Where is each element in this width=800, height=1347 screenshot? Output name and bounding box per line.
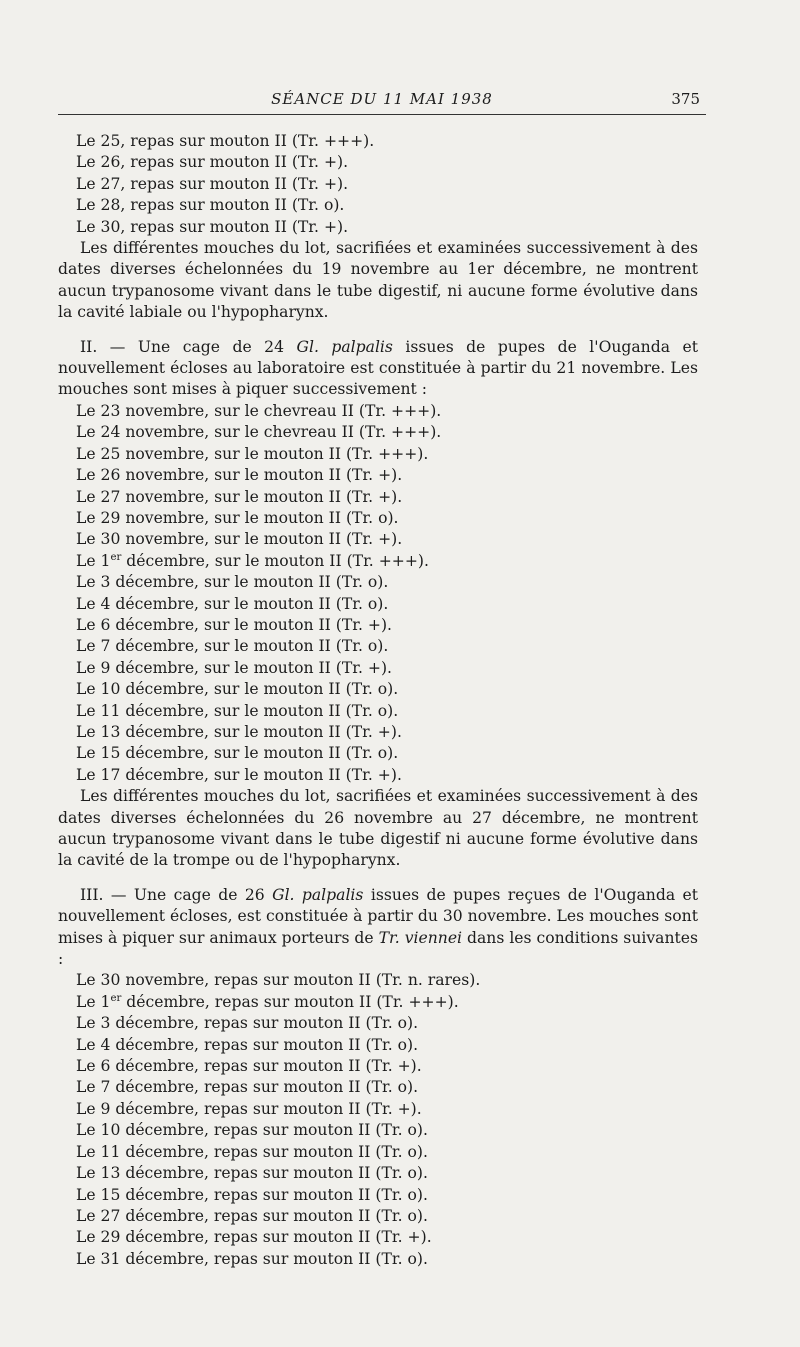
list-item: Le 15 décembre, repas sur mouton II (Tr. o). bbox=[76, 1185, 428, 1204]
list-item: Le 11 décembre, sur le mouton II (Tr. o). bbox=[76, 701, 399, 720]
species-name: Tr. viennei bbox=[378, 928, 463, 947]
list-item: Le 29 novembre, sur le mouton II (Tr. o). bbox=[76, 508, 399, 527]
superscript: er bbox=[110, 551, 122, 563]
list-item: Le 31 décembre, repas sur mouton II (Tr. o). bbox=[76, 1249, 428, 1268]
list-item: Le 7 décembre, repas sur mouton II (Tr. o). bbox=[76, 1078, 419, 1097]
list-item: Le 7 décembre, sur le mouton II (Tr. o). bbox=[76, 637, 389, 656]
list-item: Le 3 décembre, repas sur mouton II (Tr. o). bbox=[76, 1014, 419, 1033]
list-item: Le 10 décembre, repas sur mouton II (Tr. o). bbox=[76, 1121, 428, 1140]
list-item: Le 27 novembre, sur le mouton II (Tr. +). bbox=[76, 487, 403, 506]
list-item: Le 25, repas sur mouton II (Tr. +++). bbox=[76, 132, 375, 150]
list-item: Le 25 novembre, sur le mouton II (Tr. +++). bbox=[76, 444, 429, 463]
intro-text: issues de pupes de l'Ouganda et nouvellement écloses au laboratoire est constituée à partir du 21 novembre. Les mouches sont mises à piquer successivement : bbox=[58, 337, 698, 399]
list-item: Le 30 novembre, sur le mouton II (Tr. +). bbox=[76, 530, 403, 549]
list-item: Le 9 décembre, sur le mouton II (Tr. +). bbox=[76, 658, 392, 677]
section-ii-intro bbox=[58, 337, 698, 401]
list-item: Le 17 décembre, sur le mouton II (Tr. +). bbox=[76, 765, 402, 784]
list-item: Le 6 décembre, repas sur mouton II (Tr. +). bbox=[76, 1057, 422, 1076]
species-name: Gl. palpalis bbox=[296, 337, 393, 356]
list-item: Le 11 décembre, repas sur mouton II (Tr. o). bbox=[76, 1142, 428, 1161]
intro-text: dans les conditions suivantes : bbox=[58, 928, 698, 969]
list-item: Le 24 novembre, sur le chevreau II (Tr. +++). bbox=[76, 423, 442, 442]
list-item: Le 27, repas sur mouton II (Tr. +). bbox=[76, 174, 349, 193]
page-header bbox=[58, 88, 706, 115]
entry-text: décembre, repas sur mouton II (Tr. +++). bbox=[121, 992, 459, 1011]
list-item: Le 13 décembre, repas sur mouton II (Tr. o). bbox=[76, 1164, 428, 1183]
list-item: Le 28, repas sur mouton II (Tr. o). bbox=[76, 196, 345, 215]
summary-paragraph: Les différentes mouches du lot, sacrifiées et examinées successivement à des dates diverses échelonnées du 19 novembre au 1er décembre, ne montrent aucun trypanosome vivant dans le tube digestif, ni aucune forme évolutive dans la cavité labiale ou l'hypopharynx. bbox=[58, 239, 698, 322]
superscript: er bbox=[110, 992, 122, 1004]
list-item: Le 23 novembre, sur le chevreau II (Tr. +++). bbox=[76, 401, 442, 420]
intro-text: III. — Une cage de 26 bbox=[80, 885, 273, 904]
intro-text: II. — Une cage de 24 bbox=[80, 337, 297, 356]
section-iii-intro bbox=[58, 885, 698, 971]
list-item: Le 10 décembre, sur le mouton II (Tr. o). bbox=[76, 680, 399, 699]
list-item: Le 30 novembre, repas sur mouton II (Tr. n. rares). bbox=[76, 971, 481, 990]
page-number: 375 bbox=[671, 90, 700, 108]
list-item: Le 6 décembre, sur le mouton II (Tr. +). bbox=[76, 615, 392, 634]
list-item: Le 15 décembre, sur le mouton II (Tr. o). bbox=[76, 744, 399, 763]
list-item: Le 3 décembre, sur le mouton II (Tr. o). bbox=[76, 573, 389, 592]
entry-text: Le 1 bbox=[76, 992, 111, 1011]
list-item: Le 26, repas sur mouton II (Tr. +). bbox=[76, 153, 349, 172]
list-item: Le 27 décembre, repas sur mouton II (Tr. o). bbox=[76, 1206, 428, 1225]
list-item: Le 9 décembre, repas sur mouton II (Tr. +). bbox=[76, 1099, 422, 1118]
list-item bbox=[58, 992, 698, 1013]
document-body bbox=[58, 131, 698, 1270]
list-item: Le 4 décembre, repas sur mouton II (Tr. o). bbox=[76, 1035, 419, 1054]
running-title: SÉANCE DU 11 MAI 1938 bbox=[271, 90, 493, 108]
list-item: Le 4 décembre, sur le mouton II (Tr. o). bbox=[76, 594, 389, 613]
entry-text: décembre, sur le mouton II (Tr. +++). bbox=[121, 551, 429, 570]
list-item: Le 30, repas sur mouton II (Tr. +). bbox=[76, 217, 349, 236]
entry-text: Le 1 bbox=[76, 551, 111, 570]
list-item: Le 13 décembre, sur le mouton II (Tr. +). bbox=[76, 722, 402, 741]
list-item: Le 26 novembre, sur le mouton II (Tr. +). bbox=[76, 466, 403, 485]
summary-paragraph: Les différentes mouches du lot, sacrifiées et examinées successivement à des dates diverses échelonnées du 26 novembre au 27 décembre, ne montrent aucun trypanosome vivant dans le tube digestif ni aucune forme évolutive dans la cavité de la trompe ou de l'hypopharynx. bbox=[58, 787, 698, 870]
intro-text: issues de pupes reçues de l'Ouganda et nouvellement écloses, est constituée à partir du 30 novembre. Les mouches sont mises à piquer sur animaux porteurs de bbox=[58, 885, 699, 947]
list-item bbox=[58, 551, 698, 572]
list-item: Le 29 décembre, repas sur mouton II (Tr. +). bbox=[76, 1228, 432, 1247]
species-name: Gl. palpalis bbox=[272, 885, 364, 904]
